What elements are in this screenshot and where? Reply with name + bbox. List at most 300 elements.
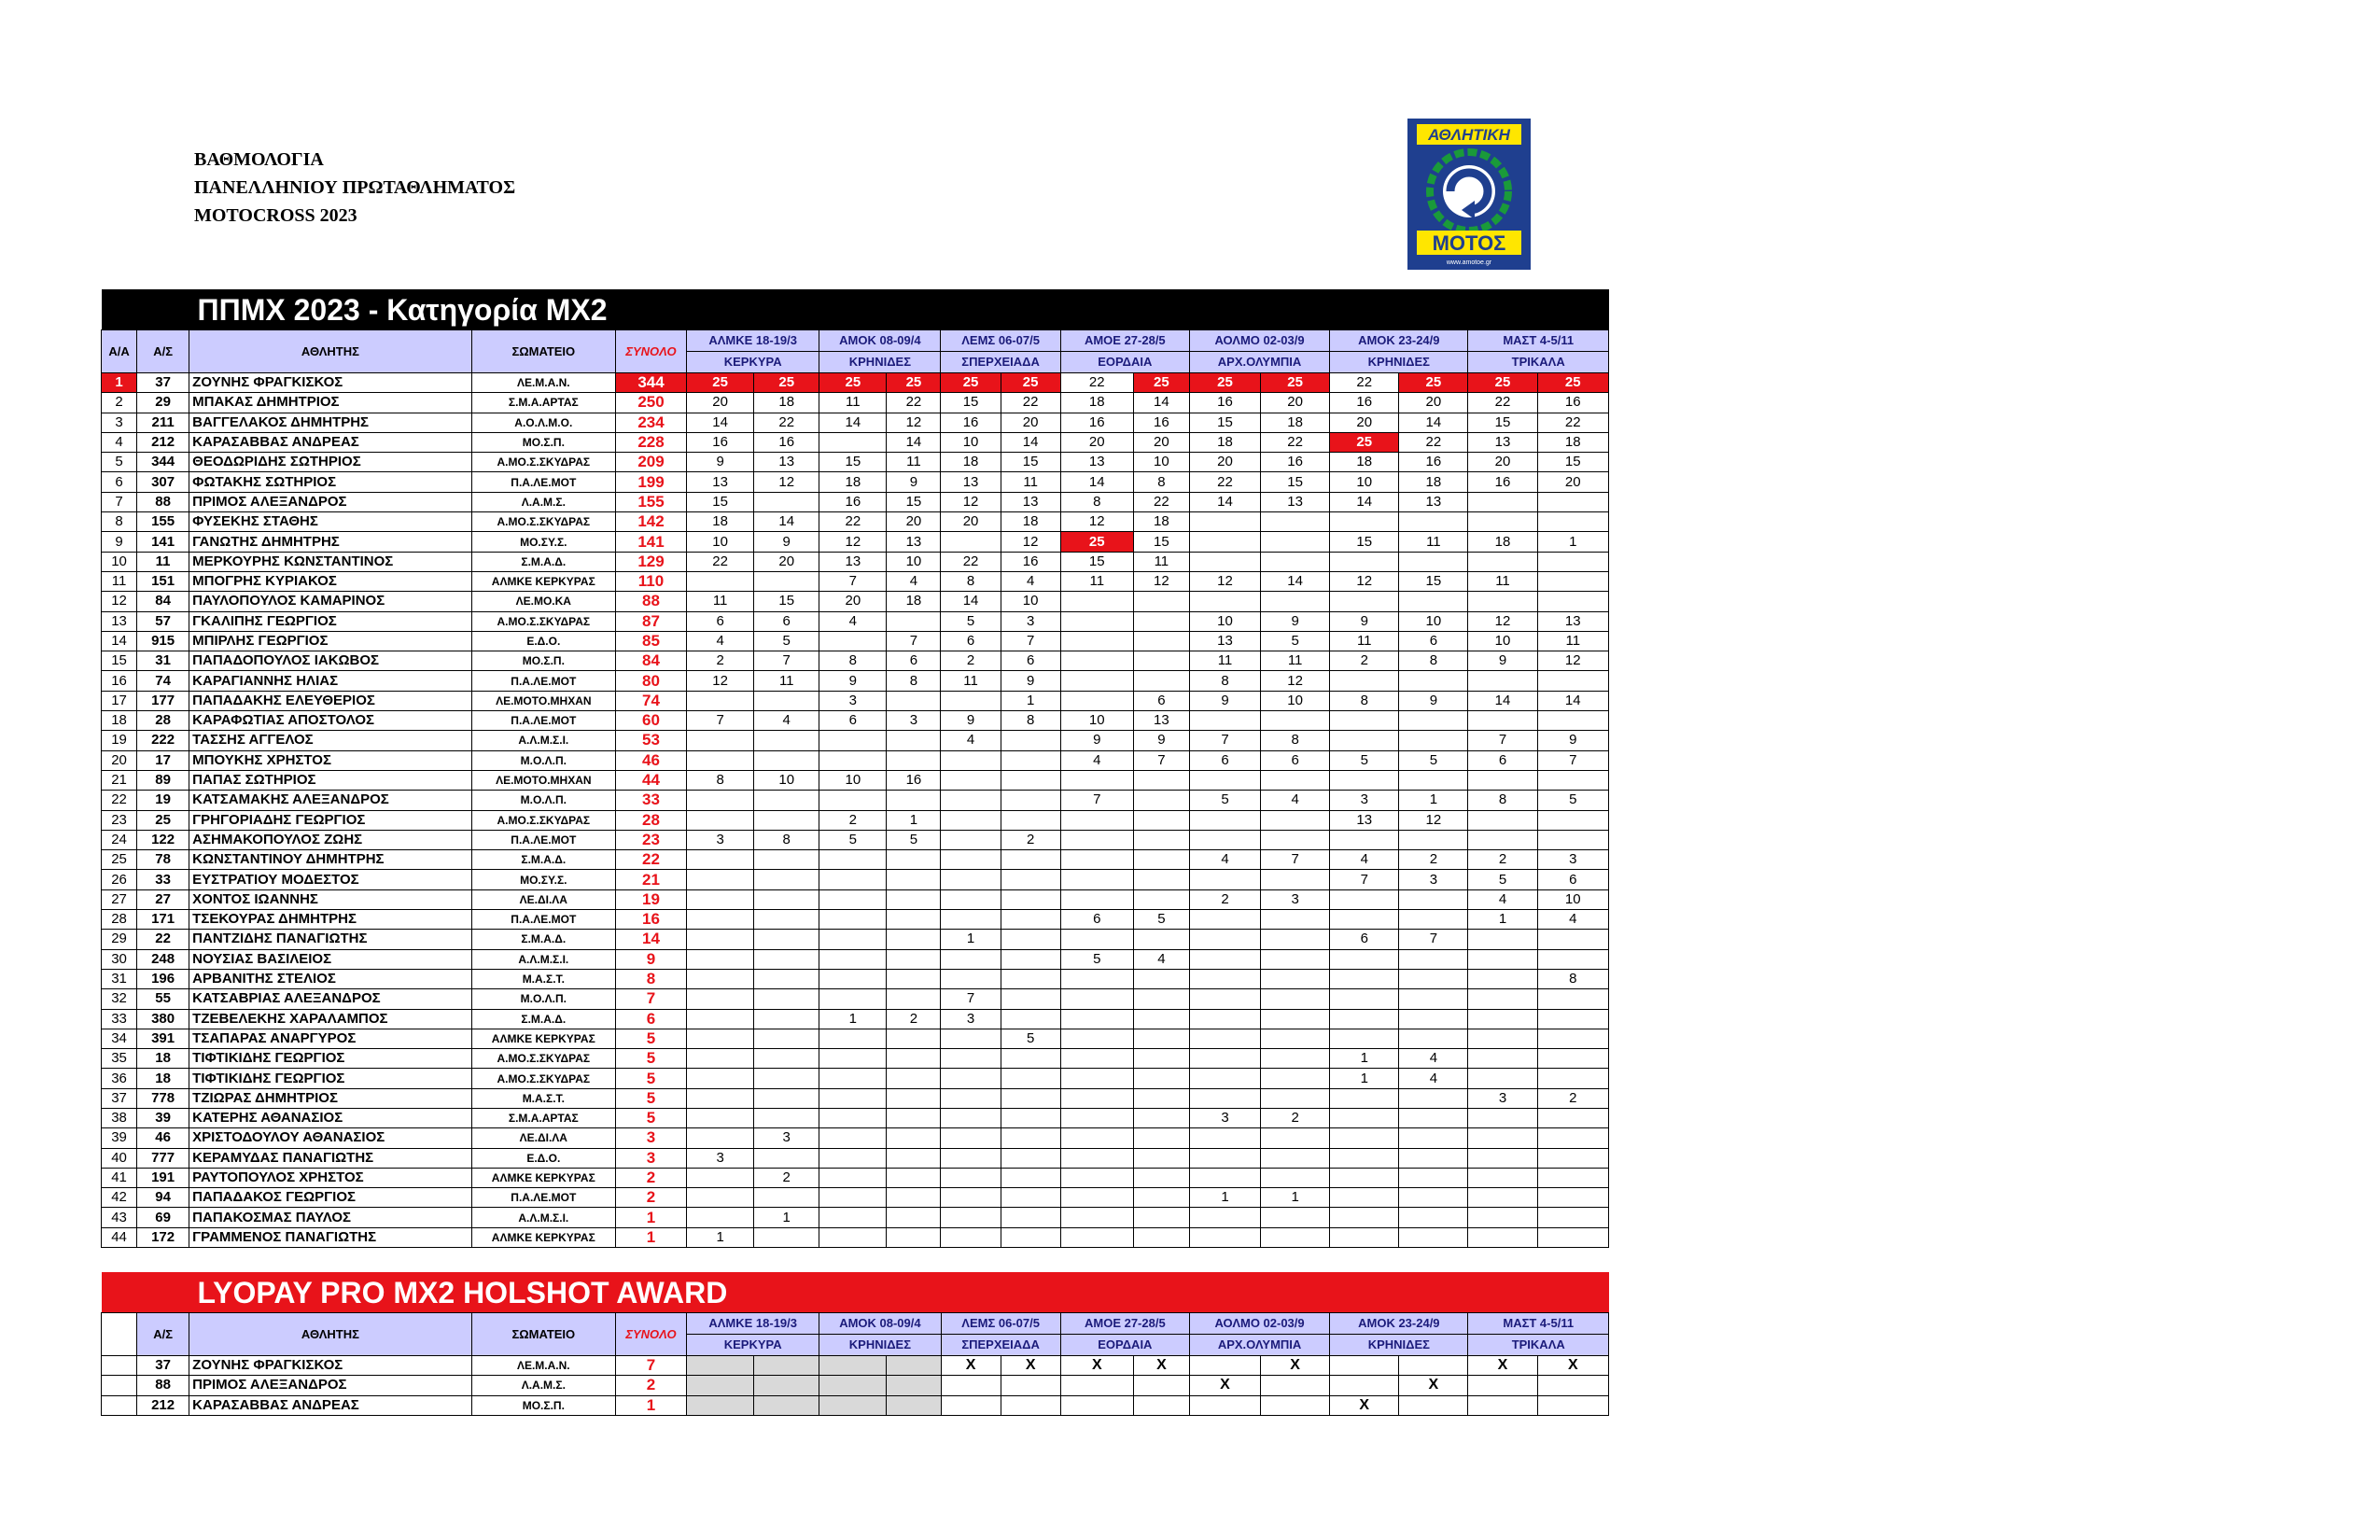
event-place-header: ΚΡΗΝΙΔΕΣ (819, 1335, 941, 1356)
moto-points-cell (1330, 830, 1399, 849)
race-number-cell: 37 (137, 373, 189, 393)
moto-points-cell: 10 (887, 552, 941, 571)
athlete-name-cell: ΠΑΝΤΖΙΔΗΣ ΠΑΝΑΓΙΩΤΗΣ (189, 930, 472, 949)
moto-points-cell: 4 (887, 571, 941, 591)
holeshot-cell (941, 1395, 1001, 1415)
moto-points-cell: 20 (754, 552, 819, 571)
moto-points-cell (1189, 810, 1260, 830)
moto-points-cell: 10 (1001, 592, 1060, 611)
moto-points-cell (1133, 870, 1189, 889)
moto-points-cell: 13 (1060, 453, 1133, 472)
rank-cell: 16 (102, 671, 137, 691)
moto-points-cell: 22 (687, 552, 754, 571)
race-number-cell: 391 (137, 1029, 189, 1048)
moto-points-cell: 2 (687, 651, 754, 671)
holeshot-cell (1537, 1376, 1608, 1395)
table-title-row (102, 1272, 1609, 1313)
event-date-header: ΛΕΜΣ 06-07/5 (941, 1313, 1060, 1335)
moto-points-cell: 9 (819, 671, 887, 691)
moto-points-cell (1001, 870, 1060, 889)
moto-points-cell (1001, 1069, 1060, 1088)
club-cell: Σ.Μ.Α.Δ. (471, 850, 615, 870)
moto-points-cell: 9 (1330, 611, 1399, 631)
moto-points-cell: 15 (1001, 453, 1060, 472)
moto-points-cell: 2 (1468, 850, 1537, 870)
table-row (102, 1128, 1609, 1148)
moto-points-cell: 9 (1001, 671, 1060, 691)
moto-points-cell: 10 (819, 770, 887, 790)
moto-points-cell (754, 850, 819, 870)
table-row (102, 512, 1609, 532)
table-row (102, 691, 1609, 710)
race-number-cell: 778 (137, 1088, 189, 1108)
moto-points-cell (1001, 1188, 1060, 1208)
race-number-cell: 57 (137, 611, 189, 631)
holeshot-cell (1001, 1376, 1060, 1395)
moto-points-cell (1060, 611, 1133, 631)
total-points-cell: 199 (615, 472, 686, 492)
moto-points-cell: 14 (1060, 472, 1133, 492)
page-header (194, 146, 515, 230)
moto-points-cell: 4 (1001, 571, 1060, 591)
rank-cell: 44 (102, 1227, 137, 1247)
athlete-name-cell: ΚΑΡΑΣΑΒΒΑΣ ΑΝΔΡΕΑΣ (189, 1395, 472, 1415)
athlete-name-cell: ΚΑΡΑΦΩΤΙΑΣ ΑΠΟΣΤΟΛΟΣ (189, 711, 472, 731)
moto-points-cell: 9 (754, 532, 819, 552)
moto-points-cell (754, 949, 819, 969)
moto-points-cell: 1 (687, 1227, 754, 1247)
moto-points-cell: 16 (1133, 413, 1189, 432)
race-number-cell: 46 (137, 1128, 189, 1148)
moto-points-cell: 7 (1060, 791, 1133, 810)
holeshot-cell (1189, 1356, 1260, 1376)
moto-points-cell: 16 (941, 413, 1001, 432)
moto-points-cell (1133, 810, 1189, 830)
moto-points-cell: 10 (1399, 611, 1468, 631)
moto-points-cell (687, 731, 754, 750)
moto-points-cell: 6 (754, 611, 819, 631)
club-cell: Μ.Ο.Λ.Π. (471, 750, 615, 770)
moto-points-cell: 8 (819, 651, 887, 671)
event-date-header: ΑΟΛΜΟ 02-03/9 (1189, 1313, 1329, 1335)
moto-points-cell (1468, 810, 1537, 830)
holeshot-cell (1189, 1395, 1260, 1415)
moto-points-cell: 11 (941, 671, 1001, 691)
moto-points-cell (1060, 850, 1133, 870)
athlete-name-cell: ΖΟΥΝΗΣ ΦΡΑΓΚΙΣΚΟΣ (189, 373, 472, 393)
total-holeshots-cell: 1 (615, 1395, 686, 1415)
moto-points-cell: 18 (1330, 453, 1399, 472)
moto-points-cell (887, 750, 941, 770)
moto-points-cell: 3 (1001, 611, 1060, 631)
table-row (102, 731, 1609, 750)
moto-points-cell: 2 (887, 1009, 941, 1029)
athlete-name-cell: ΠΡΙΜΟΣ ΑΛΕΞΑΝΔΡΟΣ (189, 492, 472, 511)
moto-points-cell (754, 791, 819, 810)
moto-points-cell: 12 (1189, 571, 1260, 591)
moto-points-cell: 3 (754, 1128, 819, 1148)
total-points-cell: 16 (615, 910, 686, 930)
table-row (102, 1108, 1609, 1127)
moto-points-cell: 20 (1060, 432, 1133, 452)
moto-points-cell (1537, 989, 1608, 1009)
moto-points-cell: 6 (1060, 910, 1133, 930)
athlete-name-cell: ΚΑΡΑΓΙΑΝΝΗΣ ΗΛΙΑΣ (189, 671, 472, 691)
moto-points-cell (754, 989, 819, 1009)
moto-points-cell: 14 (1189, 492, 1260, 511)
moto-points-cell (887, 791, 941, 810)
moto-points-cell (754, 810, 819, 830)
club-cell: ΛΕ.ΔΙ.ΛΑ (471, 1128, 615, 1148)
moto-points-cell: 10 (1330, 472, 1399, 492)
holeshot-cell: X (1261, 1356, 1330, 1376)
moto-points-cell (1537, 810, 1608, 830)
header-line-1: ΒΑΘΜΟΛΟΓΙΑ (194, 149, 324, 170)
moto-points-cell (687, 571, 754, 591)
total-points-cell: 85 (615, 631, 686, 651)
moto-points-cell: 5 (1468, 870, 1537, 889)
moto-points-cell: 13 (1330, 810, 1399, 830)
table-row (102, 492, 1609, 511)
moto-points-cell (754, 750, 819, 770)
moto-points-cell: 10 (1133, 453, 1189, 472)
total-points-cell: 141 (615, 532, 686, 552)
moto-points-cell (887, 930, 941, 949)
holeshot-cell (941, 1376, 1001, 1395)
club-cell: ΜΟ.Σ.Π. (471, 432, 615, 452)
moto-points-cell (1468, 711, 1537, 731)
race-number-cell: 22 (137, 930, 189, 949)
club-cell: Α.Λ.Μ.Σ.Ι. (471, 731, 615, 750)
rank-cell: 41 (102, 1168, 137, 1187)
moto-points-cell: 12 (1001, 532, 1060, 552)
club-cell: Σ.Μ.Α.Δ. (471, 1009, 615, 1029)
club-cell: ΑΛΜΚΕ ΚΕΡΚΥΡΑΣ (471, 1227, 615, 1247)
moto-points-cell (1189, 1088, 1260, 1108)
moto-points-cell: 8 (941, 571, 1001, 591)
moto-points-cell: 22 (1261, 432, 1330, 452)
athlete-name-cell: ΜΠΟΥΚΗΣ ΧΡΗΣΤΟΣ (189, 750, 472, 770)
moto-points-cell (1133, 830, 1189, 849)
moto-points-cell (1133, 1227, 1189, 1247)
event-date-header: ΑΜΟΚ 08-09/4 (819, 1313, 941, 1335)
moto-points-cell: 10 (1261, 691, 1330, 710)
moto-points-cell: 2 (941, 651, 1001, 671)
moto-points-cell (1261, 1208, 1330, 1227)
header-line-3: MOTOCROSS 2023 (194, 205, 357, 226)
race-number-cell: 27 (137, 889, 189, 909)
event-date-header: ΑΜΟΕ 27-28/5 (1060, 330, 1189, 352)
holeshot-cell (754, 1376, 819, 1395)
moto-points-cell (1261, 592, 1330, 611)
table-row (102, 1009, 1609, 1029)
race-number-cell: 211 (137, 413, 189, 432)
moto-points-cell: 14 (687, 413, 754, 432)
total-points-cell: 88 (615, 592, 686, 611)
moto-points-cell: 5 (1060, 949, 1133, 969)
table-row (102, 1208, 1609, 1227)
moto-points-cell: 7 (1537, 750, 1608, 770)
athlete-name-cell: ΧΟΝΤΟΣ ΙΩΑΝΝΗΣ (189, 889, 472, 909)
holeshot-cell (1330, 1376, 1399, 1395)
table-row (102, 1168, 1609, 1187)
moto-points-cell (1330, 1208, 1399, 1227)
moto-points-cell (1330, 949, 1399, 969)
moto-points-cell (1261, 711, 1330, 731)
moto-points-cell: 22 (887, 393, 941, 413)
moto-points-cell: 1 (819, 1009, 887, 1029)
club-cell: ΜΟ.Σ.Π. (471, 651, 615, 671)
moto-points-cell: 8 (1330, 691, 1399, 710)
rank-cell: 1 (102, 373, 137, 393)
moto-points-cell (887, 611, 941, 631)
total-points-cell: 53 (615, 731, 686, 750)
athlete-name-cell: ΚΑΤΣΑΒΡΙΑΣ ΑΛΕΞΑΝΔΡΟΣ (189, 989, 472, 1009)
moto-points-cell (1399, 512, 1468, 532)
moto-points-cell (1330, 1029, 1399, 1048)
club-cell: Α.ΜΟ.Σ.ΣΚΥΔΡΑΣ (471, 611, 615, 631)
moto-points-cell: 16 (1468, 472, 1537, 492)
rank-cell: 23 (102, 810, 137, 830)
moto-points-cell (1261, 1009, 1330, 1029)
moto-points-cell: 12 (887, 413, 941, 432)
moto-points-cell: 12 (1468, 611, 1537, 631)
moto-points-cell: 2 (1330, 651, 1399, 671)
moto-points-cell (1468, 552, 1537, 571)
event-place-header: ΕΟΡΔΑΙΑ (1060, 1335, 1189, 1356)
race-number-cell: 222 (137, 731, 189, 750)
moto-points-cell: 16 (1189, 393, 1260, 413)
holeshot-cell (887, 1395, 941, 1415)
moto-points-cell (819, 432, 887, 452)
athlitiki-motoe-logo (1407, 119, 1531, 270)
moto-points-cell (941, 750, 1001, 770)
moto-points-cell (1060, 1208, 1133, 1227)
moto-points-cell: 5 (941, 611, 1001, 631)
holeshot-cell (754, 1395, 819, 1415)
moto-points-cell (1261, 1029, 1330, 1048)
moto-points-cell (1330, 592, 1399, 611)
moto-points-cell (819, 1168, 887, 1187)
total-points-cell: 19 (615, 889, 686, 909)
moto-points-cell: 5 (1261, 631, 1330, 651)
moto-points-cell (1468, 949, 1537, 969)
holeshot-cell: X (1060, 1356, 1133, 1376)
club-cell: Α.ΜΟ.Σ.ΣΚΥΔΡΑΣ (471, 810, 615, 830)
rank-cell: 10 (102, 552, 137, 571)
moto-points-cell: 9 (941, 711, 1001, 731)
moto-points-cell: 12 (819, 532, 887, 552)
moto-points-cell (1133, 770, 1189, 790)
moto-points-cell: 7 (1399, 930, 1468, 949)
athlete-name-cell: ΜΕΡΚΟΥΡΗΣ ΚΩΝΣΤΑΝΤΙΝΟΣ (189, 552, 472, 571)
col-athlete-header: ΑΘΛΗΤΗΣ (189, 1313, 472, 1356)
event-date-header: ΑΜΟΚ 08-09/4 (819, 330, 941, 352)
moto-points-cell: 4 (1537, 910, 1608, 930)
table-row (102, 889, 1609, 909)
moto-points-cell: 13 (1468, 432, 1537, 452)
moto-points-cell: 11 (1468, 571, 1537, 591)
club-cell: ΛΕ.ΔΙ.ΛΑ (471, 889, 615, 909)
moto-points-cell: 9 (1261, 611, 1330, 631)
table-title (102, 1272, 1609, 1313)
club-cell: Α.Λ.Μ.Σ.Ι. (471, 949, 615, 969)
moto-points-cell (1330, 512, 1399, 532)
club-cell: Μ.Α.Σ.Τ. (471, 1088, 615, 1108)
moto-points-cell (1001, 850, 1060, 870)
moto-points-cell (941, 770, 1001, 790)
total-points-cell: 110 (615, 571, 686, 591)
moto-points-cell: 15 (754, 592, 819, 611)
race-number-cell: 344 (137, 453, 189, 472)
moto-points-cell: 16 (819, 492, 887, 511)
rank-cell: 29 (102, 930, 137, 949)
moto-points-cell (1468, 492, 1537, 511)
moto-points-cell: 8 (1001, 711, 1060, 731)
moto-points-cell: 22 (1330, 373, 1399, 393)
holeshot-cell (887, 1356, 941, 1376)
moto-points-cell (754, 969, 819, 988)
club-cell: Α.ΜΟ.Σ.ΣΚΥΔΡΑΣ (471, 512, 615, 532)
moto-points-cell (1399, 770, 1468, 790)
moto-points-cell: 1 (1189, 1188, 1260, 1208)
moto-points-cell: 2 (1189, 889, 1260, 909)
moto-points-cell (1001, 989, 1060, 1009)
moto-points-cell (1468, 969, 1537, 988)
event-date-header: ΑΟΛΜΟ 02-03/9 (1189, 330, 1329, 352)
moto-points-cell (1189, 949, 1260, 969)
club-cell: Α.ΜΟ.Σ.ΣΚΥΔΡΑΣ (471, 1069, 615, 1088)
moto-points-cell (1537, 512, 1608, 532)
event-place-header: ΚΡΗΝΙΔΕΣ (1330, 352, 1468, 373)
athlete-name-cell: ΚΑΤΣΑΜΑΚΗΣ ΑΛΕΞΑΝΔΡΟΣ (189, 791, 472, 810)
club-cell: Α.Ο.Λ.Μ.Ο. (471, 413, 615, 432)
moto-points-cell: 25 (1001, 373, 1060, 393)
moto-points-cell: 22 (1537, 413, 1608, 432)
moto-points-cell (1261, 1069, 1330, 1088)
table-row (102, 1069, 1609, 1088)
moto-points-cell (887, 870, 941, 889)
total-points-cell: 2 (615, 1168, 686, 1187)
moto-points-cell (1399, 1029, 1468, 1048)
moto-points-cell (1468, 1148, 1537, 1168)
moto-points-cell: 5 (754, 631, 819, 651)
moto-points-cell (819, 989, 887, 1009)
moto-points-cell (1330, 1148, 1399, 1168)
moto-points-cell: 22 (1189, 472, 1260, 492)
race-number-cell: 55 (137, 989, 189, 1009)
moto-points-cell (1468, 512, 1537, 532)
mx2-standings-table (101, 289, 1609, 1248)
moto-points-cell (1133, 1108, 1189, 1127)
holeshot-cell (1060, 1395, 1133, 1415)
moto-points-cell (754, 889, 819, 909)
moto-points-cell: 3 (1261, 889, 1330, 909)
table-row (102, 432, 1609, 452)
moto-points-cell: 25 (687, 373, 754, 393)
athlete-name-cell: ΤΖΙΩΡΑΣ ΔΗΜΗΤΡΙΟΣ (189, 1088, 472, 1108)
rank-cell: 37 (102, 1088, 137, 1108)
moto-points-cell (1189, 969, 1260, 988)
moto-points-cell (887, 1188, 941, 1208)
moto-points-cell (1001, 949, 1060, 969)
moto-points-cell: 15 (1133, 532, 1189, 552)
total-points-cell: 21 (615, 870, 686, 889)
moto-points-cell (1060, 889, 1133, 909)
athlete-name-cell: ΠΑΠΑΚΟΣΜΑΣ ΠΑΥΛΟΣ (189, 1208, 472, 1227)
empty-cell (102, 1395, 137, 1415)
athlete-name-cell: ΜΠΙΡΛΗΣ ΓΕΩΡΓΙΟΣ (189, 631, 472, 651)
club-cell: Λ.Α.Μ.Σ. (471, 492, 615, 511)
rank-cell: 28 (102, 910, 137, 930)
total-points-cell: 2 (615, 1188, 686, 1208)
total-points-cell: 142 (615, 512, 686, 532)
club-cell: Π.Α.ΛΕ.ΜΟΤ (471, 671, 615, 691)
moto-points-cell (1468, 592, 1537, 611)
athlete-name-cell: ΠΑΠΑΔΑΚΟΣ ΓΕΩΡΓΙΟΣ (189, 1188, 472, 1208)
moto-points-cell (1133, 1069, 1189, 1088)
moto-points-cell (1261, 552, 1330, 571)
moto-points-cell (1001, 810, 1060, 830)
moto-points-cell: 15 (887, 492, 941, 511)
event-place-header: ΤΡΙΚΑΛΑ (1468, 1335, 1609, 1356)
moto-points-cell (1261, 949, 1330, 969)
moto-points-cell: 11 (1133, 552, 1189, 571)
table-row (102, 373, 1609, 393)
total-holeshots-cell: 7 (615, 1356, 686, 1376)
moto-points-cell (1060, 1227, 1133, 1247)
holeshot-cell: X (1330, 1395, 1399, 1415)
moto-points-cell (754, 910, 819, 930)
moto-points-cell: 15 (941, 393, 1001, 413)
holeshot-cell (687, 1395, 754, 1415)
table-title-text: LYOPAY PRO MX2 HOLSHOT AWARD (197, 1275, 728, 1309)
club-cell: ΜΟ.ΣΥ.Σ. (471, 532, 615, 552)
moto-points-cell (687, 1168, 754, 1187)
moto-points-cell: 6 (1001, 651, 1060, 671)
moto-points-cell: 1 (1261, 1188, 1330, 1208)
moto-points-cell (941, 1168, 1001, 1187)
moto-points-cell (1001, 770, 1060, 790)
moto-points-cell: 8 (1261, 731, 1330, 750)
moto-points-cell (1060, 1088, 1133, 1108)
moto-points-cell: 25 (1133, 373, 1189, 393)
moto-points-cell (1261, 930, 1330, 949)
moto-points-cell (887, 850, 941, 870)
total-points-cell: 23 (615, 830, 686, 849)
moto-points-cell (1133, 791, 1189, 810)
moto-points-cell (941, 889, 1001, 909)
race-number-cell: 69 (137, 1208, 189, 1227)
table-row (102, 1188, 1609, 1208)
moto-points-cell (941, 910, 1001, 930)
race-number-cell: 151 (137, 571, 189, 591)
club-cell: Σ.Μ.Α.Δ. (471, 552, 615, 571)
moto-points-cell (1330, 1108, 1399, 1127)
moto-points-cell: 13 (754, 453, 819, 472)
holeshot-cell (1399, 1356, 1468, 1376)
moto-points-cell: 1 (1330, 1049, 1399, 1069)
rank-cell: 21 (102, 770, 137, 790)
moto-points-cell: 18 (1537, 432, 1608, 452)
race-number-cell: 141 (137, 532, 189, 552)
moto-points-cell: 25 (819, 373, 887, 393)
moto-points-cell: 18 (1060, 393, 1133, 413)
rank-cell: 6 (102, 472, 137, 492)
moto-points-cell (1261, 810, 1330, 830)
moto-points-cell: 11 (1330, 631, 1399, 651)
moto-points-cell (1261, 1088, 1330, 1108)
